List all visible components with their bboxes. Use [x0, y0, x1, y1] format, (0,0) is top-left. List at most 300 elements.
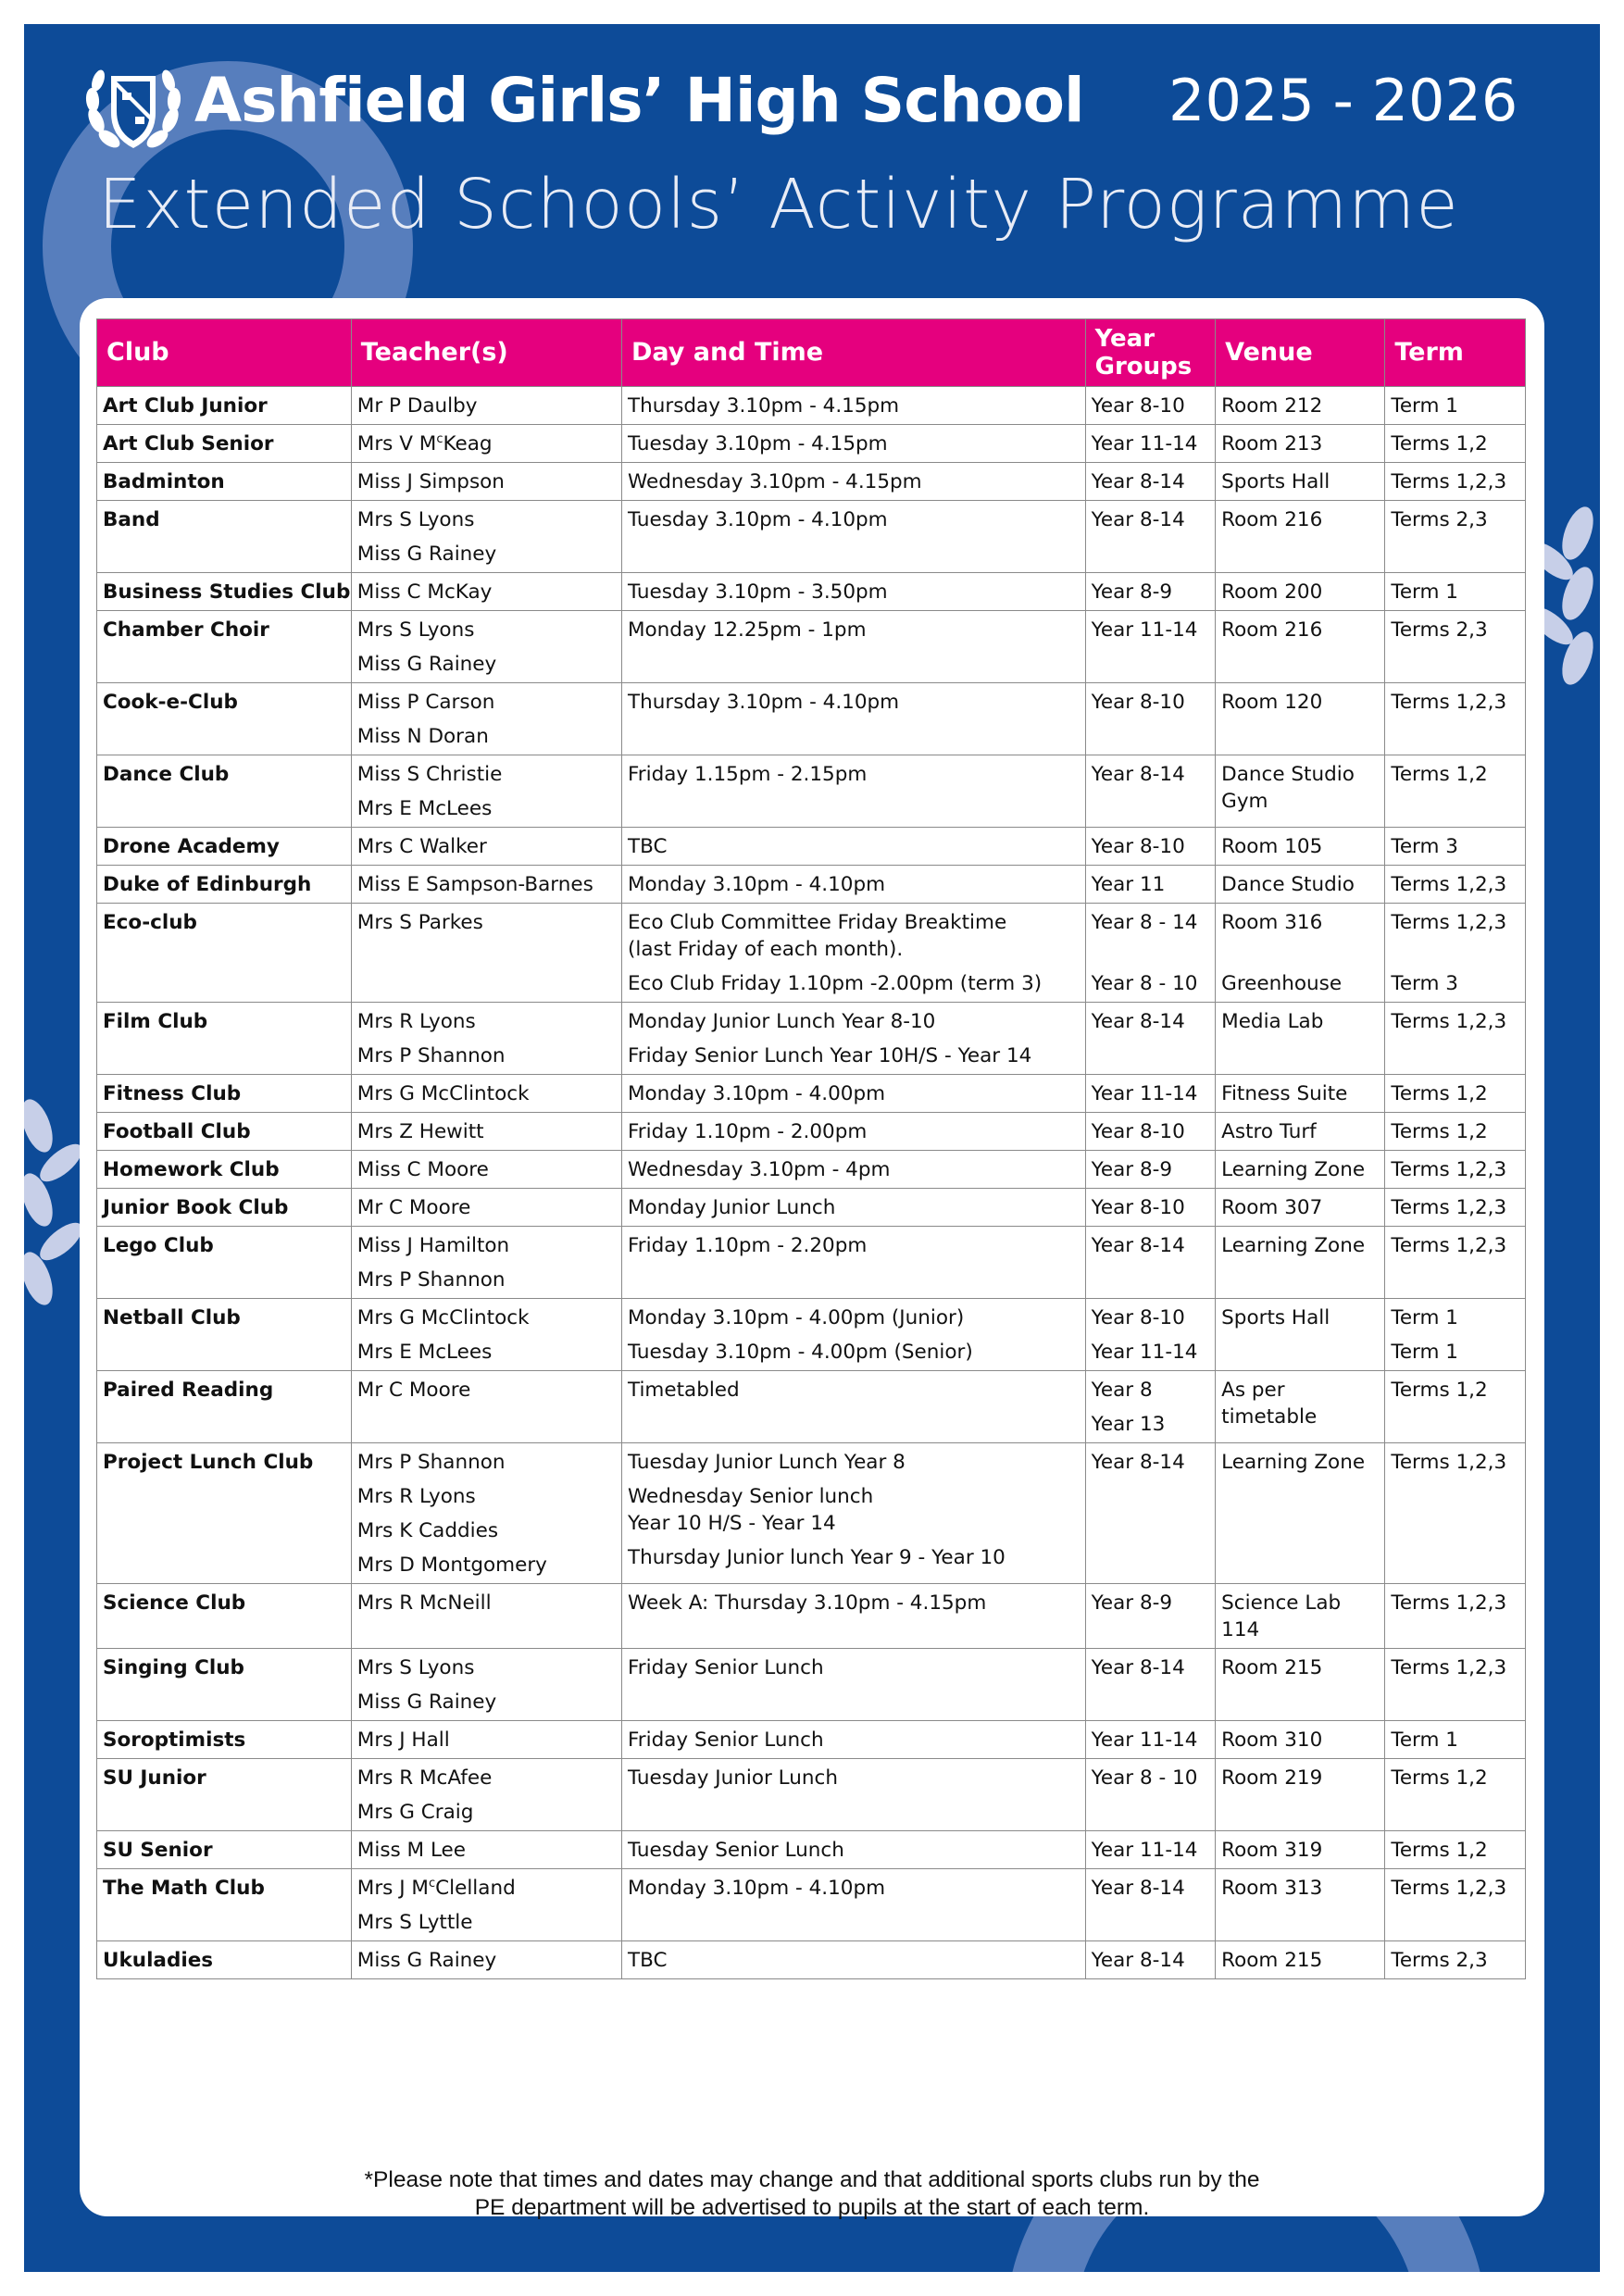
- venue-line: As per: [1221, 1379, 1285, 1402]
- venue-line: Fitness Suite: [1221, 1082, 1348, 1105]
- time-line: Monday 12.25pm - 1pm: [627, 618, 867, 642]
- year-line: Year 8-14: [1091, 1877, 1185, 1900]
- table-row: [97, 1584, 1526, 1649]
- cell-times: [621, 1721, 1085, 1759]
- teacher-line: Mrs P Shannon: [356, 1268, 506, 1292]
- teacher-line: Mr C Moore: [356, 1379, 471, 1402]
- time-line: TBC: [627, 1949, 668, 1972]
- cell-times: [621, 904, 1085, 1003]
- venue-line: Room 216: [1221, 508, 1323, 531]
- time-line: Tuesday Senior Lunch: [627, 1839, 844, 1862]
- time-line: Wednesday Senior lunch: [627, 1485, 874, 1508]
- cell-teachers: [351, 904, 621, 1003]
- term-line: Terms 1,2,3: [1391, 1234, 1507, 1257]
- venue-line: Greenhouse: [1221, 972, 1343, 995]
- year-line: Year 8: [1091, 1379, 1153, 1402]
- time-line: Thursday Junior lunch Year 9 - Year 10: [627, 1546, 1006, 1569]
- table-row: [97, 1003, 1526, 1075]
- cell-years: [1085, 463, 1216, 501]
- cell-years: [1085, 1299, 1216, 1371]
- cell-venues: [1216, 387, 1385, 425]
- year-line: Year 8-9: [1091, 580, 1173, 604]
- time-line: (last Friday of each month).: [627, 938, 904, 961]
- cell-times: [621, 387, 1085, 425]
- cell-venues: [1216, 1721, 1385, 1759]
- year-line: Year 11-14: [1091, 618, 1198, 642]
- table-row: [97, 1151, 1526, 1189]
- teacher-line: Mr C Moore: [356, 1196, 471, 1219]
- teacher-line: Mrs Z Hewitt: [356, 1120, 484, 1143]
- year-line: Year 8 - 10: [1091, 972, 1198, 995]
- cell-times: [621, 425, 1085, 463]
- teacher-line: Miss P Carson: [356, 691, 495, 714]
- cell-venues: [1216, 1443, 1385, 1584]
- cell-terms: [1385, 573, 1526, 611]
- cell-terms: [1385, 1371, 1526, 1443]
- footnote-line: *Please note that times and dates may change and that additional sports clubs run by the: [364, 2167, 1260, 2192]
- cell-terms: [1385, 1443, 1526, 1584]
- club-name: Singing Club: [97, 1649, 352, 1721]
- teacher-line: Miss G Rainey: [356, 1949, 497, 1972]
- cell-venues: [1216, 1371, 1385, 1443]
- teacher-line: Mrs S Parkes: [356, 911, 483, 934]
- club-name: Band: [97, 501, 352, 573]
- cell-times: [621, 1227, 1085, 1299]
- year-line: Year 11-14: [1091, 1341, 1198, 1364]
- column-header: Venue: [1216, 319, 1385, 387]
- cell-times: [621, 828, 1085, 866]
- cell-venues: [1216, 755, 1385, 828]
- year-line: Year 8-14: [1091, 1451, 1185, 1474]
- cell-terms: [1385, 1003, 1526, 1075]
- cell-years: [1085, 573, 1216, 611]
- venue-line: Media Lab: [1221, 1010, 1324, 1033]
- teacher-line: Mrs D Montgomery: [356, 1554, 547, 1577]
- time-line: Monday Junior Lunch Year 8-10: [627, 1010, 936, 1033]
- cell-times: [621, 573, 1085, 611]
- teacher-line: Mrs E McLees: [356, 1341, 493, 1364]
- table-row: [97, 1299, 1526, 1371]
- time-line: Friday 1.10pm - 2.20pm: [627, 1234, 868, 1257]
- club-name: Business Studies Club: [97, 573, 352, 611]
- cell-years: [1085, 1227, 1216, 1299]
- table-row: [97, 1721, 1526, 1759]
- year-line: Year 8-9: [1091, 1591, 1173, 1615]
- cell-terms: [1385, 904, 1526, 1003]
- cell-teachers: [351, 1003, 621, 1075]
- venue-line: Room 319: [1221, 1839, 1323, 1862]
- table-row: [97, 683, 1526, 755]
- cell-teachers: [351, 1869, 621, 1941]
- teacher-line: Mrs C Walker: [356, 835, 487, 858]
- club-name: Eco-club: [97, 904, 352, 1003]
- cell-venues: [1216, 463, 1385, 501]
- cell-years: [1085, 387, 1216, 425]
- cell-years: [1085, 1759, 1216, 1831]
- club-name: Project Lunch Club: [97, 1443, 352, 1584]
- teacher-line: Mrs P Shannon: [356, 1044, 506, 1067]
- year-line: Year 11-14: [1091, 432, 1198, 455]
- table-row: [97, 501, 1526, 573]
- venue-line: Room 215: [1221, 1656, 1323, 1679]
- venue-line: Room 213: [1221, 432, 1323, 455]
- cell-times: [621, 1371, 1085, 1443]
- cell-times: [621, 1299, 1085, 1371]
- cell-venues: [1216, 1299, 1385, 1371]
- year-line: Year 8-14: [1091, 1949, 1185, 1972]
- term-line: Terms 2,3: [1391, 618, 1488, 642]
- cell-venues: [1216, 1151, 1385, 1189]
- club-name: Dance Club: [97, 755, 352, 828]
- table-row: [97, 1075, 1526, 1113]
- table-row: [97, 755, 1526, 828]
- time-line: Tuesday Junior Lunch: [627, 1766, 838, 1790]
- cell-teachers: [351, 683, 621, 755]
- cell-years: [1085, 755, 1216, 828]
- teacher-line: Miss G Rainey: [356, 543, 497, 566]
- table-row: [97, 1759, 1526, 1831]
- table-row: [97, 1869, 1526, 1941]
- academic-year: 2025 - 2026: [1168, 67, 1518, 134]
- year-line: Year 8-10: [1091, 1120, 1185, 1143]
- club-name: Football Club: [97, 1113, 352, 1151]
- teacher-line: Miss S Christie: [356, 763, 503, 786]
- term-line: Term 3: [1391, 835, 1458, 858]
- venue-line: Room 215: [1221, 1949, 1323, 1972]
- cell-venues: [1216, 1584, 1385, 1649]
- cell-terms: [1385, 1113, 1526, 1151]
- cell-terms: [1385, 683, 1526, 755]
- superscript-c: c: [436, 432, 443, 446]
- teacher-line: Mrs P Shannon: [356, 1451, 506, 1474]
- term-line: Terms 1,2,3: [1391, 873, 1507, 896]
- cell-years: [1085, 1869, 1216, 1941]
- teacher-line: Miss G Rainey: [356, 1691, 497, 1714]
- teacher-line: Mrs J Hall: [356, 1728, 450, 1752]
- venue-line: Room 120: [1221, 691, 1323, 714]
- cell-venues: [1216, 501, 1385, 573]
- venue-line: timetable: [1221, 1405, 1318, 1429]
- teacher-line: Mr P Daulby: [356, 394, 478, 418]
- year-line: Year 8-14: [1091, 508, 1185, 531]
- club-name: Homework Club: [97, 1151, 352, 1189]
- cell-years: [1085, 1584, 1216, 1649]
- cell-venues: [1216, 573, 1385, 611]
- table-row: [97, 1227, 1526, 1299]
- cell-times: [621, 683, 1085, 755]
- year-line: Year 8-10: [1091, 1196, 1185, 1219]
- cell-years: [1085, 611, 1216, 683]
- time-line: Monday 3.10pm - 4.10pm: [627, 1877, 886, 1900]
- cell-times: [621, 1649, 1085, 1721]
- club-name: Paired Reading: [97, 1371, 352, 1443]
- cell-terms: [1385, 828, 1526, 866]
- club-name: Science Club: [97, 1584, 352, 1649]
- teacher-line: Mrs V $M^cKeag$: [356, 432, 493, 455]
- term-line: Terms 2,3: [1391, 508, 1488, 531]
- teacher-line: Miss C Moore: [356, 1158, 489, 1181]
- time-line: TBC: [627, 835, 668, 858]
- club-name: Netball Club: [97, 1299, 352, 1371]
- school-crest-icon: [80, 56, 187, 163]
- cell-terms: [1385, 611, 1526, 683]
- cell-venues: [1216, 1869, 1385, 1941]
- time-line: Friday 1.15pm - 2.15pm: [627, 763, 868, 786]
- cell-times: [621, 1584, 1085, 1649]
- footnote: [80, 2166, 1544, 2222]
- teacher-line: Mrs R Lyons: [356, 1010, 476, 1033]
- year-line: Year 8-14: [1091, 1234, 1185, 1257]
- year-line: Year 11-14: [1091, 1839, 1198, 1862]
- cell-years: [1085, 866, 1216, 904]
- cell-teachers: [351, 387, 621, 425]
- term-line: Terms 1,2,3: [1391, 1196, 1507, 1219]
- cell-terms: [1385, 1299, 1526, 1371]
- club-name: Fitness Club: [97, 1075, 352, 1113]
- cell-teachers: [351, 1151, 621, 1189]
- cell-terms: [1385, 387, 1526, 425]
- year-line: Year 8-14: [1091, 1656, 1185, 1679]
- cell-teachers: [351, 611, 621, 683]
- venue-line: Sports Hall: [1221, 470, 1330, 493]
- cell-terms: [1385, 1649, 1526, 1721]
- footnote-line: PE department will be advertised to pupils at the start of each term.: [474, 2195, 1150, 2220]
- superscript-c: c: [428, 1877, 436, 1890]
- cell-times: [621, 1869, 1085, 1941]
- venue-line: Room 316: [1221, 911, 1323, 934]
- time-line: Timetabled: [627, 1379, 740, 1402]
- year-line: Year 8-10: [1091, 691, 1185, 714]
- cell-teachers: [351, 501, 621, 573]
- table-row: [97, 1831, 1526, 1869]
- cell-years: [1085, 1189, 1216, 1227]
- year-line: Year 8 - 10: [1091, 1766, 1198, 1790]
- cell-terms: [1385, 1151, 1526, 1189]
- cell-years: [1085, 1075, 1216, 1113]
- cell-years: [1085, 683, 1216, 755]
- cell-times: [621, 1075, 1085, 1113]
- cell-times: [621, 1003, 1085, 1075]
- table-header-row: [97, 319, 1526, 387]
- year-line: Year 8-10: [1091, 1306, 1185, 1329]
- time-line: Monday 3.10pm - 4.10pm: [627, 873, 886, 896]
- year-line: Year 13: [1091, 1413, 1166, 1436]
- cell-years: [1085, 828, 1216, 866]
- column-header: Club: [97, 319, 352, 387]
- cell-teachers: [351, 828, 621, 866]
- cell-teachers: [351, 1721, 621, 1759]
- time-line: Friday Senior Lunch: [627, 1656, 824, 1679]
- time-line: Monday 3.10pm - 4.00pm (Junior): [627, 1306, 965, 1329]
- cell-venues: [1216, 1003, 1385, 1075]
- cell-times: [621, 866, 1085, 904]
- cell-years: [1085, 1371, 1216, 1443]
- cell-teachers: [351, 1189, 621, 1227]
- term-line: Term 1: [1391, 580, 1458, 604]
- cell-years: [1085, 1721, 1216, 1759]
- table-row: [97, 1649, 1526, 1721]
- teacher-line: Mrs R McNeill: [356, 1591, 492, 1615]
- venue-line: Room 310: [1221, 1728, 1323, 1752]
- cell-times: [621, 1831, 1085, 1869]
- table-row: [97, 1113, 1526, 1151]
- table-row: [97, 425, 1526, 463]
- year-line: Year 11-14: [1091, 1728, 1198, 1752]
- cell-teachers: [351, 866, 621, 904]
- time-line: Eco Club Friday 1.10pm -2.00pm (term 3): [627, 972, 1043, 995]
- cell-venues: [1216, 1649, 1385, 1721]
- venue-line: Sports Hall: [1221, 1306, 1330, 1329]
- teacher-line: Mrs E McLees: [356, 797, 493, 820]
- cell-times: [621, 1113, 1085, 1151]
- activity-table: [96, 318, 1526, 1979]
- term-line: Terms 1,2: [1391, 1379, 1488, 1402]
- cell-times: [621, 463, 1085, 501]
- cell-venues: [1216, 904, 1385, 1003]
- cell-teachers: [351, 1113, 621, 1151]
- club-name: Soroptimists: [97, 1721, 352, 1759]
- cell-venues: [1216, 1113, 1385, 1151]
- venue-line: Learning Zone: [1221, 1451, 1366, 1474]
- term-line: Terms 1,2: [1391, 1120, 1488, 1143]
- table-row: [97, 866, 1526, 904]
- cell-terms: [1385, 1227, 1526, 1299]
- cell-terms: [1385, 1721, 1526, 1759]
- teacher-line: Mrs K Caddies: [356, 1519, 499, 1542]
- venue-line: 114: [1221, 1618, 1260, 1641]
- table-row: [97, 463, 1526, 501]
- year-line: Year 11: [1091, 873, 1166, 896]
- teacher-line: Miss G Rainey: [356, 653, 497, 676]
- term-line: Terms 1,2,3: [1391, 1656, 1507, 1679]
- cell-teachers: [351, 1299, 621, 1371]
- teacher-line: Mrs R Lyons: [356, 1485, 476, 1508]
- cell-teachers: [351, 1831, 621, 1869]
- poster-background: [24, 24, 1600, 2272]
- cell-terms: [1385, 501, 1526, 573]
- table-row: [97, 904, 1526, 1003]
- time-line: Week A: Thursday 3.10pm - 4.15pm: [627, 1591, 987, 1615]
- cell-terms: [1385, 755, 1526, 828]
- teacher-line: Mrs G Craig: [356, 1801, 474, 1824]
- venue-line: Room 216: [1221, 618, 1323, 642]
- cell-teachers: [351, 463, 621, 501]
- cell-teachers: [351, 1227, 621, 1299]
- year-line: Year 8-9: [1091, 1158, 1173, 1181]
- column-header: Day and Time: [621, 319, 1085, 387]
- club-name: Drone Academy: [97, 828, 352, 866]
- cell-years: [1085, 1443, 1216, 1584]
- cell-years: [1085, 1649, 1216, 1721]
- cell-times: [621, 1189, 1085, 1227]
- club-name: Chamber Choir: [97, 611, 352, 683]
- cell-venues: [1216, 866, 1385, 904]
- club-name: Junior Book Club: [97, 1189, 352, 1227]
- club-name: Lego Club: [97, 1227, 352, 1299]
- venue-line: Dance Studio: [1221, 763, 1355, 786]
- cell-venues: [1216, 1227, 1385, 1299]
- cell-venues: [1216, 1759, 1385, 1831]
- table-row: [97, 1371, 1526, 1443]
- cell-years: [1085, 1151, 1216, 1189]
- cell-terms: [1385, 866, 1526, 904]
- venue-line: Room 219: [1221, 1766, 1323, 1790]
- term-line: Terms 1,2,3: [1391, 691, 1507, 714]
- teacher-line: Mrs S Lyons: [356, 1656, 475, 1679]
- school-name: Ashfield Girls’ High School: [194, 65, 1084, 136]
- term-line: Terms 1,2,3: [1391, 1158, 1507, 1181]
- venue-line: Room 212: [1221, 394, 1323, 418]
- club-name: Art Club Senior: [97, 425, 352, 463]
- term-line: Term 3: [1391, 972, 1458, 995]
- table-row: [97, 611, 1526, 683]
- cell-terms: [1385, 425, 1526, 463]
- time-line: Tuesday 3.10pm - 3.50pm: [627, 580, 888, 604]
- table-row: [97, 828, 1526, 866]
- cell-years: [1085, 1003, 1216, 1075]
- cell-venues: [1216, 1831, 1385, 1869]
- cell-venues: [1216, 1075, 1385, 1113]
- teacher-line: Miss C McKay: [356, 580, 493, 604]
- term-line: Term 1: [1391, 1341, 1458, 1364]
- cell-teachers: [351, 1649, 621, 1721]
- term-line: Terms 1,2: [1391, 1839, 1488, 1862]
- term-line: Terms 1,2,3: [1391, 1591, 1507, 1615]
- cell-venues: [1216, 828, 1385, 866]
- cell-teachers: [351, 755, 621, 828]
- venue-line: Astro Turf: [1221, 1120, 1317, 1143]
- cell-venues: [1216, 1941, 1385, 1979]
- cell-years: [1085, 1831, 1216, 1869]
- programme-title: Extended Schools’ Activity Programme: [98, 165, 1459, 244]
- cell-terms: [1385, 1584, 1526, 1649]
- table-row: [97, 573, 1526, 611]
- term-line: Terms 1,2,3: [1391, 1877, 1507, 1900]
- cell-teachers: [351, 425, 621, 463]
- time-line: Tuesday 3.10pm - 4.15pm: [627, 432, 888, 455]
- cell-teachers: [351, 1371, 621, 1443]
- club-name: The Math Club: [97, 1869, 352, 1941]
- cell-years: [1085, 904, 1216, 1003]
- time-line: Tuesday Junior Lunch Year 8: [627, 1451, 906, 1474]
- venue-line: Room 307: [1221, 1196, 1323, 1219]
- time-line: Thursday 3.10pm - 4.10pm: [627, 691, 900, 714]
- cell-years: [1085, 1941, 1216, 1979]
- teacher-line: Miss J Hamilton: [356, 1234, 510, 1257]
- cell-terms: [1385, 1941, 1526, 1979]
- teacher-line: Mrs G McClintock: [356, 1082, 530, 1105]
- table-row: [97, 1941, 1526, 1979]
- year-line: Year 8-14: [1091, 1010, 1185, 1033]
- venue-line: Dance Studio: [1221, 873, 1355, 896]
- time-line: Year 10 H/S - Year 14: [627, 1512, 836, 1535]
- teacher-line: Mrs S Lyons: [356, 618, 475, 642]
- year-line: Year 8-10: [1091, 394, 1185, 418]
- cell-terms: [1385, 1075, 1526, 1113]
- column-header: Year Groups: [1085, 319, 1216, 387]
- year-line: Year 11-14: [1091, 1082, 1198, 1105]
- cell-teachers: [351, 573, 621, 611]
- cell-terms: [1385, 1869, 1526, 1941]
- time-line: Friday Senior Lunch: [627, 1728, 824, 1752]
- year-line: Year 8-14: [1091, 763, 1185, 786]
- teacher-line: Miss J Simpson: [356, 470, 505, 493]
- time-line: Monday Junior Lunch: [627, 1196, 836, 1219]
- cell-years: [1085, 1113, 1216, 1151]
- teacher-line: Miss E Sampson-Barnes: [356, 873, 593, 896]
- table-row: [97, 1443, 1526, 1584]
- cell-times: [621, 1941, 1085, 1979]
